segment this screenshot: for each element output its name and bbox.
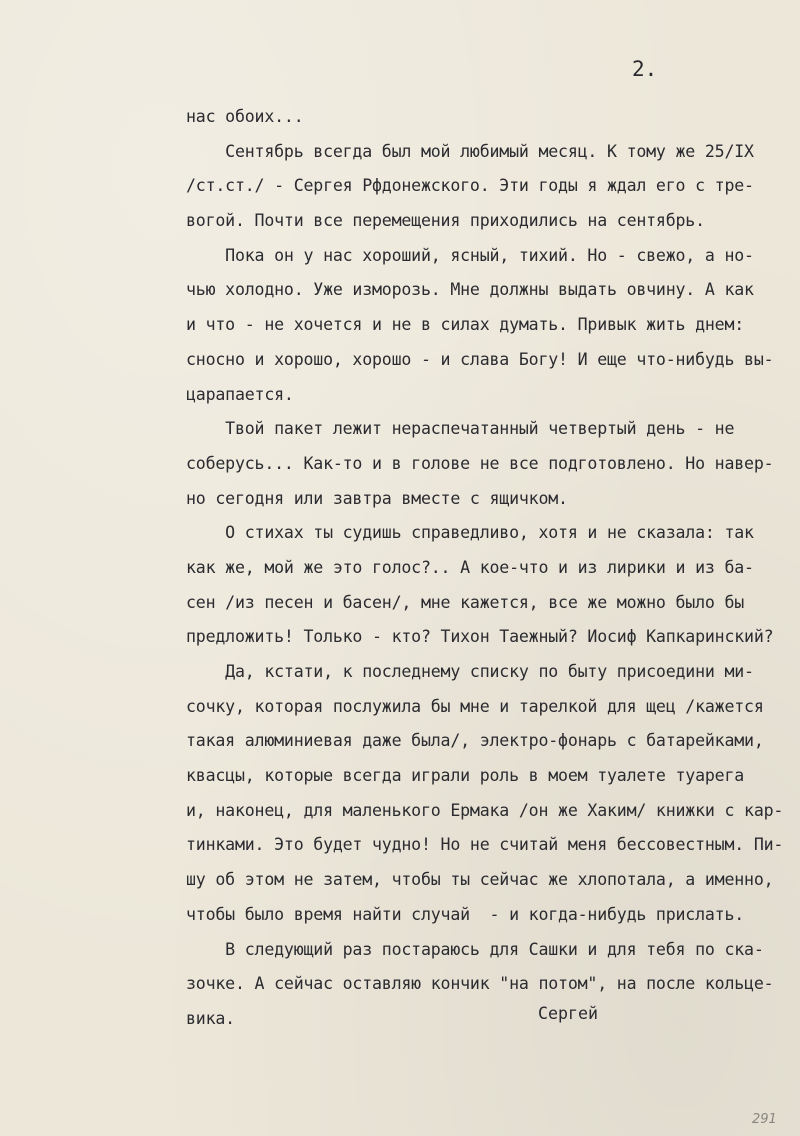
text-line: тинками. Это будет чудно! Но не считай меня бессовестным. Пи- bbox=[186, 835, 784, 855]
text-line: и, наконец, для маленького Ермака /он же Хаким/ книжки с кар- bbox=[186, 800, 784, 820]
text-line: чтобы было время найти случай - и когда-нибудь прислать. bbox=[186, 904, 745, 924]
text-line: сен /из песен и басен/, мне кажется, все же можно было бы bbox=[186, 592, 745, 612]
text-line: предложить! Только - кто? Тихон Таежный? Иосиф Капкаринский? bbox=[186, 627, 774, 647]
text-line: но сегодня или завтра вместе с ящичком. bbox=[186, 488, 568, 508]
text-line: /ст.ст./ - Сергея Рфдонежского. Эти годы я ждал его с тре- bbox=[186, 176, 754, 196]
text-line: царапается. bbox=[186, 384, 294, 404]
letter-body bbox=[186, 100, 796, 1037]
signature: Сергей bbox=[538, 1004, 598, 1023]
text-line: вогой. Почти все перемещения приходились на сентябрь. bbox=[186, 211, 705, 231]
text-line: Твой пакет лежит нераспечатанный четвертый день - не bbox=[186, 419, 735, 439]
text-line: зочке. А сейчас оставляю кончик "на потом", на после кольце- bbox=[186, 974, 774, 994]
text-line: и что - не хочется и не в силах думать. Привык жить днем: bbox=[186, 315, 745, 335]
text-line: как же, мой же это голос?.. А кое-что и из лирики и из ба- bbox=[186, 557, 754, 577]
text-line: В следующий раз постараюсь для Сашки и для тебя по ска- bbox=[186, 939, 764, 959]
text-line: шу об этом не затем, чтобы ты сейчас же хлопотала, а именно, bbox=[186, 870, 774, 890]
text-line: соберусь... Как-то и в голове не все подготовлено. Но навер- bbox=[186, 453, 774, 473]
text-line: сносно и хорошо, хорошо - и слава Богу! И еще что-нибудь вы- bbox=[186, 349, 774, 369]
text-line: такая алюминиевая даже была/, электро-фонарь с батарейками, bbox=[186, 731, 764, 751]
text-line: чью холодно. Уже изморозь. Мне должны выдать овчину. А как bbox=[186, 280, 754, 300]
text-line: вика. bbox=[186, 1008, 235, 1028]
text-line: квасцы, которые всегда играли роль в моем туалете туарега bbox=[186, 766, 745, 786]
text-line: О стихах ты судишь справедливо, хотя и не сказала: так bbox=[186, 523, 754, 543]
archive-mark: 291 bbox=[752, 1112, 777, 1127]
text-line: Пока он у нас хороший, ясный, тихий. Но - свежо, а но- bbox=[186, 245, 754, 265]
text-line: Да, кстати, к последнему списку по быту присоедини ми- bbox=[186, 662, 754, 681]
text-line: нас обоих... bbox=[186, 107, 304, 126]
page-number: 2. bbox=[632, 57, 658, 81]
text-line: сочку, которая послужила бы мне и тарелкой для щец /кажется bbox=[186, 696, 764, 716]
text-line: Сентябрь всегда был мой любимый месяц. К тому же 25/IX bbox=[186, 141, 754, 161]
